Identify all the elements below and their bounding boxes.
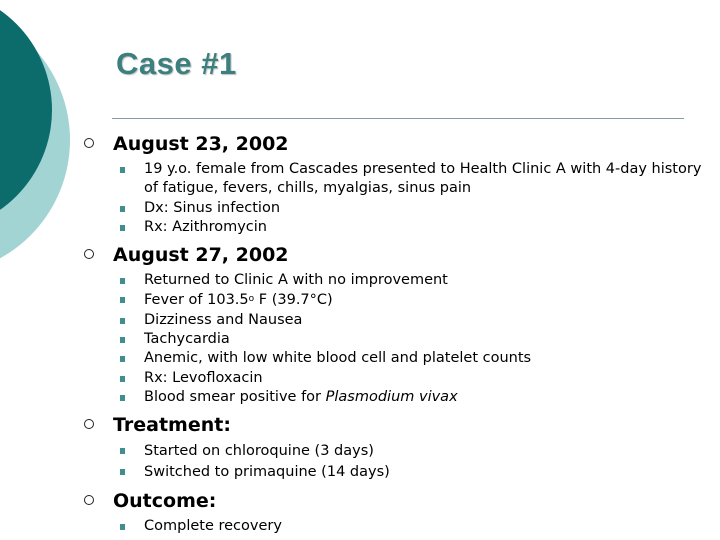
section-heading xyxy=(84,411,704,441)
list-item: Tachycardia xyxy=(118,330,704,349)
section-heading xyxy=(84,487,704,517)
square-bullet-icon xyxy=(120,167,125,173)
slide-content xyxy=(84,130,704,537)
list-item: Anemic, with low white blood cell and platelet counts xyxy=(118,349,704,368)
section-label: Treatment: xyxy=(113,414,231,437)
item-list xyxy=(84,441,704,483)
item-list xyxy=(84,517,704,536)
square-bullet-icon xyxy=(120,469,125,475)
list-item: 19 y.o. female from Cascades presented to Health Clinic A with 4-day history of fatigue, fevers, chills, myalgias, sinus pain xyxy=(118,160,704,199)
list-item: Dx: Sinus infection xyxy=(118,199,704,218)
section-heading xyxy=(84,241,704,271)
section-label: August 27, 2002 xyxy=(113,244,289,267)
list-item: Dizziness and Nausea xyxy=(118,311,704,330)
title-divider xyxy=(112,118,684,119)
list-item: Blood smear positive for Plasmodium vivax xyxy=(118,388,704,407)
section-outcome xyxy=(84,487,704,536)
list-item: Rx: Azithromycin xyxy=(118,218,704,237)
square-bullet-icon xyxy=(120,206,125,212)
section-label: August 23, 2002 xyxy=(113,133,289,155)
slide-title: Case #1 xyxy=(116,46,237,81)
square-bullet-icon xyxy=(120,376,125,382)
square-bullet-icon xyxy=(120,356,125,362)
section-heading xyxy=(84,130,704,160)
square-bullet-icon xyxy=(120,524,125,530)
square-bullet-icon xyxy=(120,278,125,284)
ring-bullet-icon xyxy=(84,419,94,429)
square-bullet-icon xyxy=(120,337,125,343)
list-item: Fever of 103.5$^o$ F (39.7°C) xyxy=(118,290,704,310)
square-bullet-icon xyxy=(120,297,125,303)
list-item: Complete recovery xyxy=(118,517,704,536)
ring-bullet-icon xyxy=(84,495,94,505)
ring-bullet-icon xyxy=(84,249,94,259)
square-bullet-icon xyxy=(120,448,125,454)
ring-bullet-icon xyxy=(84,138,94,148)
square-bullet-icon xyxy=(120,225,125,231)
square-bullet-icon xyxy=(120,318,125,324)
list-item: Started on chloroquine (3 days) xyxy=(118,441,704,462)
section-label: Outcome: xyxy=(113,490,217,513)
section-treatment xyxy=(84,411,704,483)
item-list xyxy=(84,271,704,407)
section-august-27 xyxy=(84,241,704,407)
list-item: Returned to Clinic A with no improvement xyxy=(118,271,704,290)
list-item: Rx: Levofloxacin xyxy=(118,369,704,388)
section-august-23 xyxy=(84,130,704,237)
item-list xyxy=(84,160,704,237)
square-bullet-icon xyxy=(120,395,125,401)
list-item: Switched to primaquine (14 days) xyxy=(118,462,704,483)
